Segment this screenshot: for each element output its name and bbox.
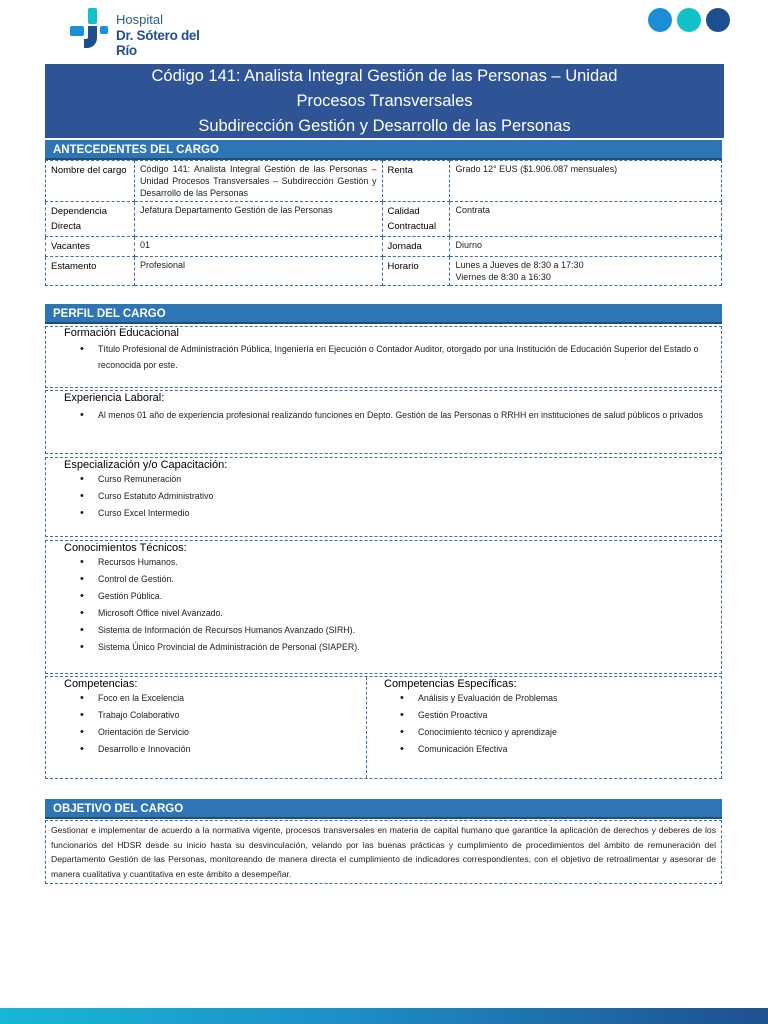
table-row: [46, 202, 722, 237]
hospital-logo-mark-icon: [70, 8, 114, 56]
list-item: • Gestión Pública.: [80, 588, 721, 605]
conocimientos-box: [45, 540, 722, 674]
experiencia-box: [45, 390, 722, 454]
antecedentes-table: [45, 160, 722, 286]
estamento-label: Estamento: [46, 257, 135, 286]
dot-navy-icon: [706, 8, 730, 32]
list-item: • Gestión Proactiva: [400, 707, 722, 724]
list-item: • Trabajo Colaborativo: [80, 707, 366, 724]
list-item: • Comunicación Efectiva: [400, 741, 722, 758]
list-item: • Curso Excel Intermedio: [80, 505, 721, 522]
experiencia-list: [46, 404, 721, 423]
list-item: • Foco en la Excelencia: [80, 690, 366, 707]
horario-value: [450, 257, 722, 286]
conocimientos-list: [46, 554, 721, 656]
list-item: • Sistema de Información de Recursos Humanos Avanzado (SIRH).: [80, 622, 721, 639]
logo-text-hospital: Hospital: [116, 12, 163, 27]
especializacion-list: [46, 471, 721, 522]
title-line-3: Subdirección Gestión y Desarrollo de las Personas: [198, 117, 571, 135]
table-row: [46, 257, 722, 286]
competencias-title: Competencias:: [64, 678, 138, 690]
competencias-especificas-column: [366, 677, 722, 778]
competencias-especificas-title: Competencias Específicas:: [384, 678, 517, 690]
renta-value: Grado 12° EUS ($1.906.087 mensuales): [450, 161, 722, 202]
antecedentes-heading: ANTECEDENTES DEL CARGO: [45, 140, 722, 160]
especializacion-title: Especialización y/o Capacitación:: [64, 459, 228, 471]
list-item: • Conocimiento técnico y aprendizaje: [400, 724, 722, 741]
list-item: • Curso Remuneración: [80, 471, 721, 488]
footer-gradient-bar: [0, 1008, 768, 1024]
perfil-heading: PERFIL DEL CARGO: [45, 304, 722, 324]
hospital-logo: [70, 8, 210, 58]
list-item: • Sistema Único Provincial de Administración de Personal (SIAPER).: [80, 639, 721, 656]
nombre-label: Nombre del cargo: [46, 161, 135, 202]
objetivo-heading: OBJETIVO DEL CARGO: [45, 799, 722, 819]
dot-teal-icon: [677, 8, 701, 32]
especializacion-box: [45, 457, 722, 537]
list-item: • Desarrollo e Innovación: [80, 741, 366, 758]
vacantes-value: 01: [134, 237, 382, 257]
calidad-label: Calidad Contractual: [382, 202, 450, 237]
experiencia-title: Experiencia Laboral:: [64, 392, 165, 404]
nombre-value: Código 141: Analista Integral Gestión de las Personas – Unidad Procesos Transversales – Subdirección Gestión y Desarrollo de las Personas: [134, 161, 382, 202]
list-item: • Al menos 01 año de experiencia profesional realizando funciones en Depto. Gestión de las Personas o RRHH en instituciones de salud públicos o privados: [80, 407, 721, 423]
jornada-label: Jornada: [382, 237, 450, 257]
horario-label: Horario: [382, 257, 450, 286]
competencias-list: [46, 690, 366, 758]
formacion-box: [45, 326, 722, 388]
calidad-value: Contrata: [450, 202, 722, 237]
dependencia-label: Dependencia Directa: [46, 202, 135, 237]
jornada-value: Diurno: [450, 237, 722, 257]
estamento-value: Profesional: [134, 257, 382, 286]
decorative-dots: [648, 8, 730, 32]
objetivo-text: Gestionar e implementar de acuerdo a la normativa vigente, procesos transversales en materia de capital humano que garantice la aplicación de derechos y deberes de los funcionarios del HDSR desde su inicio hasta su desvinculación, velando por las buenas prácticas y cumplimiento de procedimientos del ámbito de remuneración del Departamento Gestión de las Personas, monitoreando de manera directa el cumplimiento de indicadores correspondientes, con el objetivo de retroalimentar y asesorar de manera cualitativa y cuantitativa en este ámbito a desempeñar.: [45, 820, 722, 884]
list-item: • Recursos Humanos.: [80, 554, 721, 571]
dot-blue-icon: [648, 8, 672, 32]
list-item: • Microsoft Office nivel Avanzado.: [80, 605, 721, 622]
renta-label: Renta: [382, 161, 450, 202]
competencias-box: [45, 676, 722, 779]
list-item: • Análisis y Evaluación de Problemas: [400, 690, 722, 707]
list-item: • Curso Estatuto Administrativo: [80, 488, 721, 505]
list-item: • Control de Gestión.: [80, 571, 721, 588]
horario-line-1: Lunes a Jueves de 8:30 a 17:30: [455, 260, 584, 270]
title-line-1: Código 141: Analista Integral Gestión de las Personas – Unidad: [151, 67, 618, 85]
table-row: [46, 237, 722, 257]
horario-line-2: Viernes de 8:30 a 16:30: [455, 272, 551, 282]
dependencia-value: Jefatura Departamento Gestión de las Personas: [134, 202, 382, 237]
formacion-list: [46, 339, 721, 373]
table-row: [46, 161, 722, 202]
conocimientos-title: Conocimientos Técnicos:: [64, 542, 187, 554]
competencias-especificas-list: [366, 690, 722, 758]
title-line-2: Procesos Transversales: [296, 92, 473, 110]
competencias-column: [46, 677, 366, 778]
page-title-band: [45, 64, 724, 138]
logo-text-name: Dr. Sótero del Río: [116, 28, 200, 58]
formacion-title: Formación Educacional: [64, 327, 179, 339]
list-item: • Título Profesional de Administración Pública, Ingeniería en Ejecución o Contador Auditor, otorgado por una Institución de Educación Superior del Estado o reconocida por este.: [80, 341, 721, 373]
vacantes-label: Vacantes: [46, 237, 135, 257]
list-item: • Orientación de Servicio: [80, 724, 366, 741]
